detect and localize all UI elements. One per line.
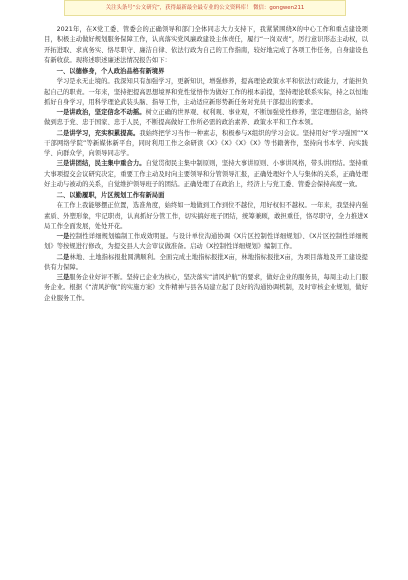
paragraph-body: 我始终把学习当作一种素志，积极参与X组织的学习会议。坚持用好“学习强国”“X干部网络学院”等新媒体新平台，同时利用工作之余研读《X》《X》《X》《X》等书籍著作，坚持向书本学、向实践学、向群众学，向领导同志学。 (44, 129, 368, 157)
section-1-paragraph-4 (44, 159, 368, 190)
section-2-heading: 二、以勤履职，片区规划工作有新局面 (56, 192, 165, 199)
lead-phrase: 一是讲政治，坚定信念不动摇。 (56, 109, 146, 116)
section-2-paragraph-4 (44, 273, 368, 304)
paragraph-body: 控制性详细规划编制工作成效明显。与设计单位沟通协调《X片区控制性详细规划》、《X片区控制性详细规划》等按规进行修改，为提交县人大会审议做准备。启动《X控制性详细规划》编制工作。 (44, 233, 368, 251)
promo-banner: 关注头条号“公文研究”，获得最新最全最专业的公文资料库！ 微信：gongwen211 (64, 0, 346, 16)
paragraph-body: 自觉贯彻民主集中制原则，坚持大事讲原则、小事讲风格，带头讲团结。坚持重大事项提交会议研究决定，重要工作主动及时向主要领导和分管领导汇报，正确处理好个人与集体的关系，正确处理好主动与被动的关系，自觉维护领导班子的团结。正确处理了在政治上，经济上与党工委、管委会保持高度一致。 (44, 160, 369, 188)
paragraph-body: 林地、土地指标报批圆满顺利。全面完成土地指标报批X亩，林地指标报批X亩，为项目落地及开工建设提供有力保障。 (44, 253, 368, 271)
section-1-paragraph-2 (44, 108, 368, 129)
intro-paragraph: 2021年，在X党工委、管委会的正确领导和部门全体同志大力支持下，我紧紧围绕X的中心工作和重点建设项目，积极主动做好规划服务保障工作，认真落实党风廉政建设主体责任，履行“一岗双责”，厉行意识形态主动权，以开拓进取、求真务实、恪尽职守、廉洁自律、依法行政为自己的工作指南，较好地完成了各项工作任务，自身建设也有新收获。现将述职述廉述法情况报告如下： (44, 26, 368, 64)
lead-phrase: 二是讲学习，充实积累提高。 (56, 129, 140, 137)
section-2-paragraph-3 (44, 253, 368, 274)
section-1-paragraph-1: 学习是永无止境的。我深知只有加强学习，更新知识，增强修养，提高理论政策水平和依法行政能力，才能担负起自己的职责。一年来，坚持把提高思想境界和党性觉悟作为做好工作的根本前提，坚持理论联系实际，持之以恒地抓好自身学习，用科学理论武装头脑、指导工作，主动适应新形势新任务对党员干部提出的要求。 (44, 78, 368, 106)
lead-phrase: 二是 (56, 253, 70, 261)
paragraph-body: 服务企业好评不断。坚持已企业为核心，坚决落实“清风护航”的要求，做好企业的服务员，每周主动上门服务企业。根据《“清风护航”的实施方案》文件精神与县各局建立起了良好的沟通协调机制，及时审核企业规划，做好企业服务工作。 (44, 274, 368, 302)
section-1-paragraph-3 (44, 129, 368, 160)
section-1-heading: 一、以德修身，个人政治品格有新境界 (56, 68, 165, 75)
lead-phrase: 三是讲团结，民主集中重合力。 (56, 160, 146, 168)
lead-phrase: 一是 (56, 233, 70, 240)
section-2-paragraph-1: 在工作上我能够摆正位置，选准角度，始终如一地做到工作到位不越位，用好权但不越权。一年来，我坚持内强素质、外塑形象，牢记职责，认真抓好分管工作，切实搞好班子团结，统筹兼顾，敢担重任，恪尽职守，全力推进X局工作全面发展，处处开花。 (44, 202, 368, 230)
section-2-paragraph-2 (44, 232, 368, 253)
lead-phrase: 三是 (56, 274, 70, 281)
paragraph-body: 树立正确的世界观、权利观、事业观，不断加强党性修养，坚定理想信念，始终做到忠于党、忠于国家、忠于人民，不断提高做好工作所必需的政治素养、政策水平和工作本领。 (44, 109, 369, 127)
document-body (44, 25, 368, 304)
